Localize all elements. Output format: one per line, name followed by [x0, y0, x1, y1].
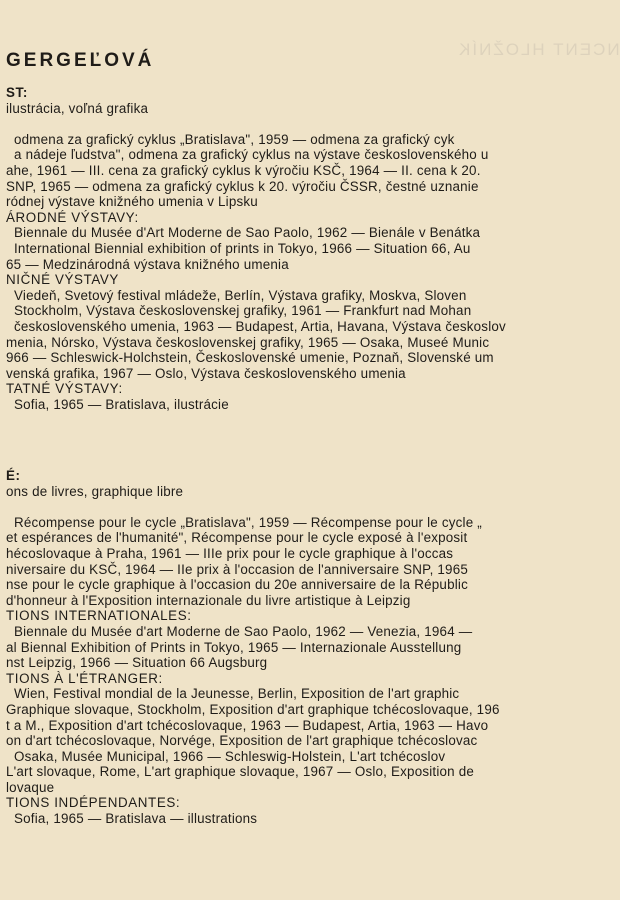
- text-line: Récompense pour le cycle „Bratislava", 1959 — Récompense pour le cycle „: [14, 514, 482, 530]
- text-line: ons de livres, graphique libre: [6, 483, 184, 499]
- section-heading: TIONS INTERNATIONALES:: [6, 608, 192, 624]
- text-line: ST:: [6, 85, 28, 100]
- text-line: ilustrácia, voľná grafika: [6, 100, 149, 116]
- text-line: Viedeň, Svetový festival mládeže, Berlín, Výstava grafiky, Moskva, Sloven: [14, 287, 467, 303]
- text-line: hécoslovaque à Praha, 1961 — IIIe prix pour le cycle graphique à l'occas: [6, 545, 454, 561]
- text-line: niversaire du KSČ, 1964 — IIe prix à l'occasion de l'anniversaire SNP, 1965: [6, 561, 468, 577]
- text-line: Sofia, 1965 — Bratislava — illustrations: [14, 811, 258, 827]
- text-line: nst Leipzig, 1966 — Situation 66 Augsburg: [6, 655, 268, 671]
- text-line: 65 — Medzinárodná výstava knižného umenia: [6, 256, 289, 272]
- section-heading: TIONS À L'ÉTRANGER:: [6, 670, 163, 686]
- section-heading: TIONS INDÉPENDANTES:: [6, 795, 181, 811]
- text-line: 966 — Schleswick-Holchstein, Československé umenie, Poznaň, Slovenské um: [6, 350, 494, 366]
- artist-name-heading: GERGEĽOVÁ: [6, 50, 155, 71]
- text-line: Stockholm, Výstava československej grafiky, 1961 — Frankfurt nad Mohan: [14, 303, 472, 319]
- section-heading: ÁRODNÉ VÝSTAVY:: [6, 209, 139, 225]
- text-line: É:: [6, 468, 21, 483]
- text-line: d'honneur à l'Exposition internazionale du livre artistique à Leipzig: [6, 592, 411, 608]
- french-section: [0, 468, 500, 827]
- text-line: nse pour le cycle graphique à l'occasion du 20e anniversaire de la Républic: [6, 577, 468, 593]
- text-line: t a M., Exposition d'art tchécoslovaque, 1963 — Budapest, Artia, 1963 — Havo: [6, 717, 489, 733]
- text-line: Sofia, 1965 — Bratislava, ilustrácie: [14, 396, 229, 412]
- text-line: et espérances de l'humanité", Récompense pour le cycle exposé à l'exposit: [6, 530, 468, 546]
- section-heading: NIČNÉ VÝSTAVY: [6, 272, 119, 288]
- text-line: venská grafika, 1967 — Oslo, Výstava československého umenia: [6, 365, 406, 381]
- slovak-section: [0, 85, 506, 412]
- text-line: lovaque: [6, 779, 55, 795]
- text-line: a nádeje ľudstva", odmena za grafický cyklus na výstave československého u: [14, 147, 489, 163]
- section-heading: TATNÉ VÝSTAVY:: [6, 381, 123, 397]
- text-line: SNP, 1965 — odmena za grafický cyklus k 20. výročiu ČSSR, čestné uznanie: [6, 178, 479, 194]
- text-line: ahe, 1961 — III. cena za grafický cyklus k výročiu KSČ, 1964 — II. cena k 20.: [6, 162, 481, 178]
- text-line: menia, Nórsko, Výstava československej grafiky, 1965 — Osaka, Museé Munic: [6, 334, 490, 350]
- text-line: Graphique slovaque, Stockholm, Exposition d'art graphique tchécoslovaque, 196: [6, 701, 500, 717]
- text-line: [0, 499, 500, 515]
- text-line: International Biennial exhibition of prints in Tokyo, 1966 — Situation 66, Au: [14, 240, 471, 256]
- text-line: Biennale du Musée d'Art Moderne de Sao Paolo, 1962 — Bienále v Benátka: [14, 225, 481, 241]
- text-line: L'art slovaque, Rome, L'art graphique slovaque, 1967 — Oslo, Exposition de: [6, 764, 475, 780]
- text-line: on d'art tchécoslovaque, Norvége, Exposition de l'art graphique tchécoslovac: [6, 733, 478, 749]
- text-line: ródnej výstave knižného umenia v Lipsku: [6, 194, 258, 210]
- bleed-through-title: NCENT HLOŽNÍK: [457, 40, 620, 59]
- text-line: odmena za grafický cyklus „Bratislava", 1959 — odmena za grafický cyk: [14, 131, 455, 147]
- text-line: al Biennal Exhibition of Prints in Tokyo, 1965 — Internazionale Ausstellung: [6, 639, 462, 655]
- text-line: československého umenia, 1963 — Budapest, Artia, Havana, Výstava českoslov: [14, 318, 506, 334]
- text-line: Osaka, Musée Municipal, 1966 — Schleswig-Holstein, L'art tchécoslov: [14, 748, 446, 764]
- text-line: [0, 116, 506, 132]
- text-line: Wien, Festival mondial de la Jeunesse, Berlin, Exposition de l'art graphic: [14, 686, 460, 702]
- text-line: Biennale du Musée d'art Moderne de Sao Paolo, 1962 — Venezia, 1964 —: [14, 623, 473, 639]
